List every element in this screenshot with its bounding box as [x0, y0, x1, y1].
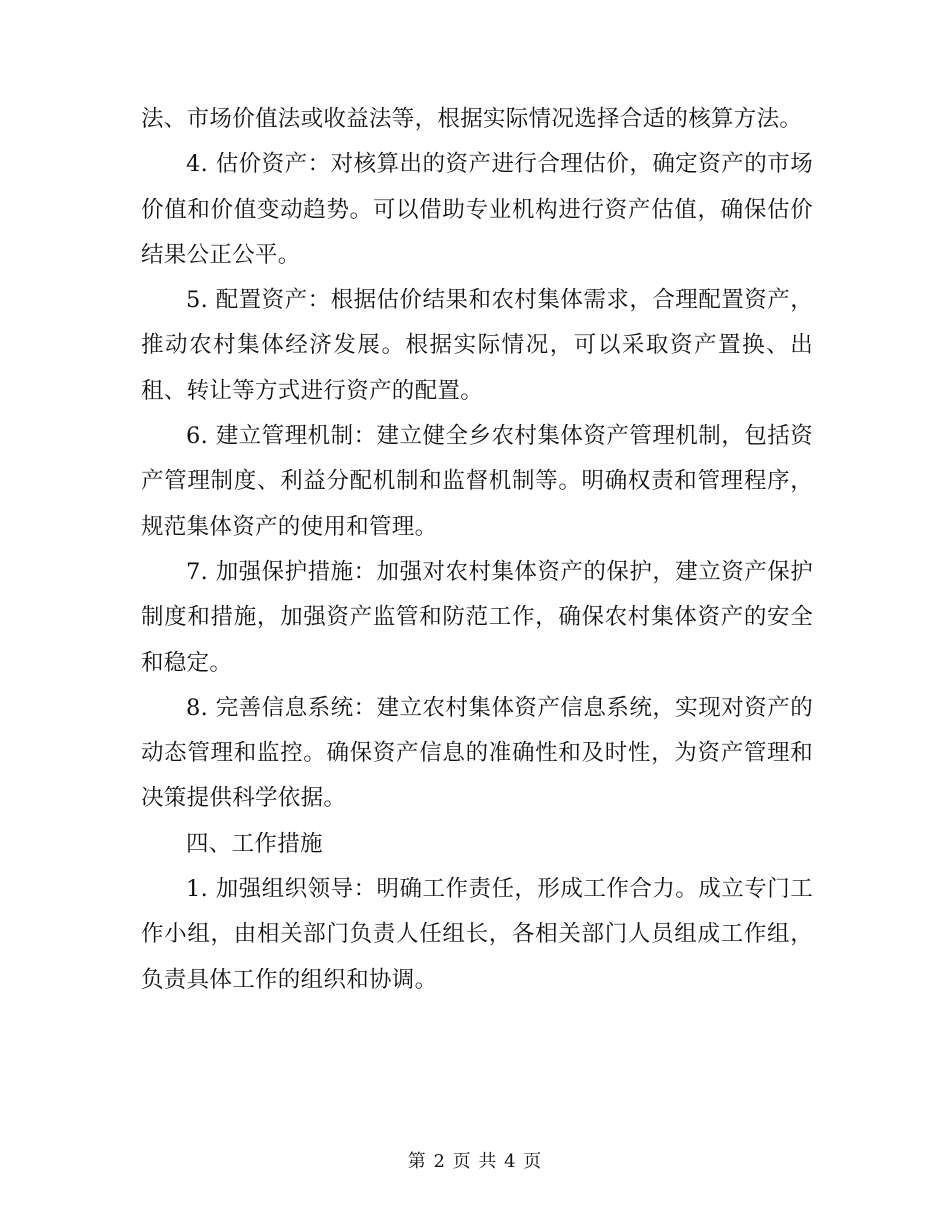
paragraph-continuation: 法、市场价值法或收益法等，根据实际情况选择合适的核算方法。	[141, 106, 803, 132]
document-body	[141, 97, 813, 1003]
paragraph-measure-1: 1. 加强组织领导：明确工作责任，形成工作合力。成立专门工作小组，由相关部门负责人任组长，各相关部门人员组成工作组，负责具体工作的组织和协调。	[141, 876, 813, 993]
section-heading: 四、工作措施	[186, 830, 323, 857]
page-number: 第 2 页 共 4 页	[407, 1151, 543, 1172]
paragraph-item-7: 7. 加强保护措施：加强对农村集体资产的保护，建立资产保护制度和措施，加强资产监管和防范工作，确保农村集体资产的安全和稳定。	[141, 558, 813, 676]
paragraph-item-6: 6. 建立管理机制：建立健全乡农村集体资产管理机制，包括资产管理制度、利益分配机制和监督机制等。明确权责和管理程序，规范集体资产的使用和管理。	[141, 423, 813, 540]
paragraph-item-4: 4. 估价资产：对核算出的资产进行合理估价，确定资产的市场价值和价值变动趋势。可以借助专业机构进行资产估值，确保估价结果公正公平。	[141, 151, 813, 268]
paragraph-item-5: 5. 配置资产：根据估价结果和农村集体需求，合理配置资产，推动农村集体经济发展。根据实际情况，可以采取资产置换、出租、转让等方式进行资产的配置。	[141, 287, 813, 404]
paragraph-item-8: 8. 完善信息系统：建立农村集体资产信息系统，实现对资产的动态管理和监控。确保资产信息的准确性和及时性，为资产管理和决策提供科学依据。	[141, 694, 813, 812]
